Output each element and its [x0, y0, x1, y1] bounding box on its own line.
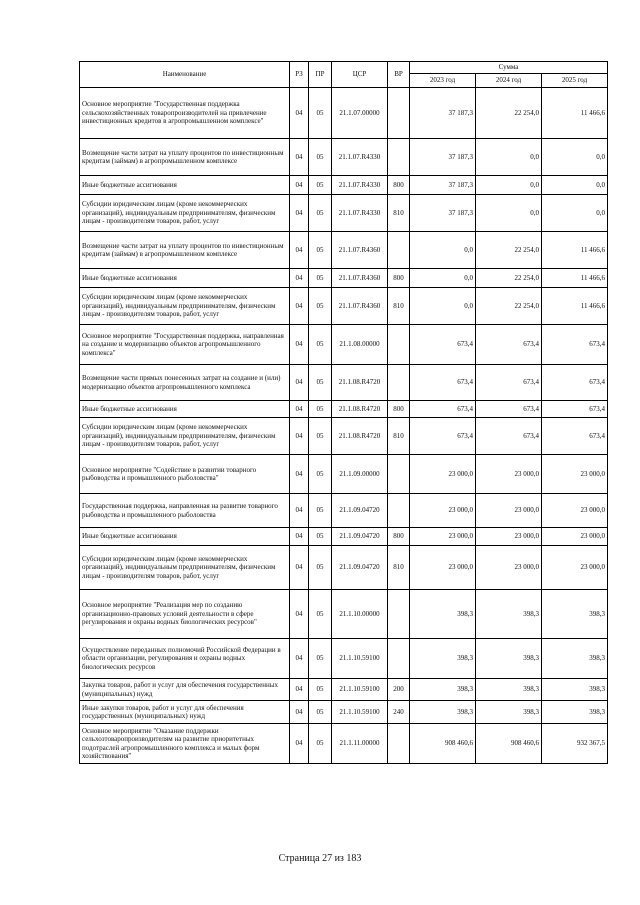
cell-vr: 800: [388, 176, 410, 195]
cell-2023: 0,0: [410, 269, 476, 288]
cell-2023: 398,3: [410, 679, 476, 701]
cell-csr: 21.1.09.00000: [332, 455, 388, 494]
cell-name: Иные закупки товаров, работ и услуг для обеспечения государственных (муниципальных) нужд: [80, 701, 290, 724]
cell-csr: 21.1.07.R4330: [332, 195, 388, 232]
cell-rz: 04: [290, 365, 309, 401]
cell-2024: 23 000,0: [476, 455, 542, 494]
cell-2024: 22 254,0: [476, 288, 542, 325]
cell-pr: 05: [309, 455, 332, 494]
cell-2025: 398,3: [542, 639, 608, 679]
cell-name: Закупка товаров, работ и услуг для обеспечения государственных (муниципальных) нужд: [80, 679, 290, 701]
cell-2025: 398,3: [542, 679, 608, 701]
cell-pr: 05: [309, 701, 332, 724]
table-row: [80, 639, 608, 679]
page-number: Страница 27 из 183: [278, 853, 362, 864]
cell-rz: 04: [290, 288, 309, 325]
header-year-2024: 2024 год: [476, 74, 542, 88]
cell-vr: 810: [388, 418, 410, 455]
cell-2024: 22 254,0: [476, 232, 542, 269]
cell-pr: 05: [309, 195, 332, 232]
cell-csr: 21.1.10.59100: [332, 679, 388, 701]
cell-2023: 23 000,0: [410, 546, 476, 590]
table-row: [80, 679, 608, 701]
cell-rz: 04: [290, 639, 309, 679]
cell-2023: 673,4: [410, 418, 476, 455]
cell-rz: 04: [290, 195, 309, 232]
table-row: [80, 401, 608, 418]
cell-2025: 398,3: [542, 701, 608, 724]
cell-csr: 21.1.07.R4330: [332, 176, 388, 195]
cell-csr: 21.1.07.00000: [332, 88, 388, 139]
table-row: [80, 528, 608, 546]
cell-csr: 21.1.07.R4330: [332, 139, 388, 176]
cell-2024: 398,3: [476, 639, 542, 679]
cell-rz: 04: [290, 88, 309, 139]
cell-csr: 21.1.07.R4360: [332, 288, 388, 325]
cell-csr: 21.1.08.R4720: [332, 401, 388, 418]
table-row: [80, 365, 608, 401]
cell-2025: 11 466,6: [542, 232, 608, 269]
header-pr: ПР: [309, 62, 332, 88]
cell-rz: 04: [290, 528, 309, 546]
cell-vr: 810: [388, 288, 410, 325]
cell-2023: 37 187,3: [410, 176, 476, 195]
cell-pr: 05: [309, 679, 332, 701]
cell-pr: 05: [309, 365, 332, 401]
cell-pr: 05: [309, 494, 332, 528]
cell-name: Иные бюджетные ассигнования: [80, 401, 290, 418]
cell-2024: 22 254,0: [476, 88, 542, 139]
cell-vr: 810: [388, 195, 410, 232]
table-row: [80, 176, 608, 195]
cell-2025: 23 000,0: [542, 455, 608, 494]
cell-vr: 800: [388, 269, 410, 288]
cell-2025: 0,0: [542, 195, 608, 232]
cell-2023: 0,0: [410, 232, 476, 269]
cell-name: Основное мероприятие "Оказание поддержки сельхозтоваропроизводителям на развитие приоритетных подотраслей агропромышленного комплекса и малых форм хозяйствования": [80, 724, 290, 764]
table-row: [80, 724, 608, 764]
cell-pr: 05: [309, 590, 332, 639]
cell-2025: 11 466,6: [542, 269, 608, 288]
header-year-2023: 2023 год: [410, 74, 476, 88]
cell-name: Возмещение части прямых понесенных затрат на создание и (или) модернизацию объектов агропромышленного комплекса: [80, 365, 290, 401]
cell-rz: 04: [290, 590, 309, 639]
cell-2023: 398,3: [410, 590, 476, 639]
cell-2024: 22 254,0: [476, 269, 542, 288]
cell-2023: 673,4: [410, 365, 476, 401]
table-row: [80, 88, 608, 139]
cell-2025: 23 000,0: [542, 546, 608, 590]
cell-2024: 398,3: [476, 679, 542, 701]
cell-vr: 800: [388, 528, 410, 546]
cell-name: Возмещение части затрат на уплату процентов по инвестиционным кредитам (займам) в агропромышленном комплексе: [80, 139, 290, 176]
cell-rz: 04: [290, 546, 309, 590]
cell-rz: 04: [290, 232, 309, 269]
cell-2023: 37 187,3: [410, 195, 476, 232]
cell-2025: 23 000,0: [542, 494, 608, 528]
cell-2025: 23 000,0: [542, 528, 608, 546]
cell-2023: 37 187,3: [410, 88, 476, 139]
cell-name: Иные бюджетные ассигнования: [80, 176, 290, 195]
cell-vr: 240: [388, 701, 410, 724]
cell-2025: 673,4: [542, 365, 608, 401]
cell-rz: 04: [290, 325, 309, 365]
cell-rz: 04: [290, 494, 309, 528]
cell-name: Иные бюджетные ассигнования: [80, 269, 290, 288]
cell-vr: [388, 88, 410, 139]
table-row: [80, 418, 608, 455]
table-body: [80, 88, 608, 764]
cell-rz: 04: [290, 139, 309, 176]
cell-rz: 04: [290, 176, 309, 195]
cell-2025: 0,0: [542, 176, 608, 195]
cell-vr: [388, 590, 410, 639]
cell-name: Субсидии юридическим лицам (кроме некоммерческих организаций), индивидуальным предпринимателям, физическим лицам - производителям товаров, работ, услуг: [80, 546, 290, 590]
cell-pr: 05: [309, 288, 332, 325]
cell-2024: 0,0: [476, 139, 542, 176]
cell-pr: 05: [309, 401, 332, 418]
cell-2025: 11 466,6: [542, 88, 608, 139]
cell-rz: 04: [290, 269, 309, 288]
cell-vr: 200: [388, 679, 410, 701]
table-row: [80, 590, 608, 639]
cell-csr: 21.1.07.R4360: [332, 232, 388, 269]
table-row: [80, 232, 608, 269]
header-year-2025: 2025 год: [542, 74, 608, 88]
cell-2023: 673,4: [410, 325, 476, 365]
cell-vr: [388, 724, 410, 764]
table-row: [80, 546, 608, 590]
cell-name: Государственная поддержка, направленная на развитие товарного рыбоводства и промышленного рыболовства: [80, 494, 290, 528]
cell-vr: [388, 365, 410, 401]
table-row: [80, 288, 608, 325]
cell-vr: [388, 325, 410, 365]
cell-pr: 05: [309, 269, 332, 288]
cell-2025: 0,0: [542, 139, 608, 176]
cell-pr: 05: [309, 232, 332, 269]
cell-2023: 0,0: [410, 288, 476, 325]
cell-2024: 673,4: [476, 365, 542, 401]
table-row: [80, 139, 608, 176]
cell-pr: 05: [309, 546, 332, 590]
cell-vr: [388, 639, 410, 679]
cell-pr: 05: [309, 528, 332, 546]
cell-2025: 673,4: [542, 325, 608, 365]
cell-csr: 21.1.08.00000: [332, 325, 388, 365]
header-sum: Сумма: [410, 62, 608, 74]
cell-vr: [388, 139, 410, 176]
cell-2024: 23 000,0: [476, 546, 542, 590]
cell-name: Основное мероприятие "Содействие в развитии товарного рыбоводства и промышленного рыболовства": [80, 455, 290, 494]
cell-pr: 05: [309, 724, 332, 764]
cell-name: Субсидии юридическим лицам (кроме некоммерческих организаций), индивидуальным предпринимателям, физическим лицам - производителям товаров, работ, услуг: [80, 418, 290, 455]
cell-2024: 0,0: [476, 176, 542, 195]
cell-name: Основное мероприятие "Государственная поддержка, направленная на создание и модернизацию объектов агропромышленного комплекса": [80, 325, 290, 365]
cell-2024: 673,4: [476, 401, 542, 418]
cell-2023: 23 000,0: [410, 528, 476, 546]
cell-pr: 05: [309, 418, 332, 455]
table-row: [80, 701, 608, 724]
cell-rz: 04: [290, 679, 309, 701]
cell-2023: 398,3: [410, 701, 476, 724]
cell-rz: 04: [290, 701, 309, 724]
table-row: [80, 494, 608, 528]
cell-2023: 23 000,0: [410, 455, 476, 494]
cell-2023: 37 187,3: [410, 139, 476, 176]
cell-csr: 21.1.09.04720: [332, 528, 388, 546]
header-rz: РЗ: [290, 62, 309, 88]
cell-csr: 21.1.08.R4720: [332, 365, 388, 401]
header-name: Наименование: [80, 62, 290, 88]
cell-name: Субсидии юридическим лицам (кроме некоммерческих организаций), индивидуальным предпринимателям, физическим лицам - производителям товаров, работ, услуг: [80, 195, 290, 232]
cell-csr: 21.1.10.59100: [332, 639, 388, 679]
cell-csr: 21.1.10.00000: [332, 590, 388, 639]
cell-rz: 04: [290, 418, 309, 455]
cell-2025: 11 466,6: [542, 288, 608, 325]
cell-2024: 23 000,0: [476, 494, 542, 528]
cell-2024: 23 000,0: [476, 528, 542, 546]
cell-csr: 21.1.09.04720: [332, 546, 388, 590]
budget-table: [79, 61, 608, 764]
table-row: [80, 195, 608, 232]
cell-2023: 23 000,0: [410, 494, 476, 528]
cell-csr: 21.1.11.00000: [332, 724, 388, 764]
cell-csr: 21.1.08.R4720: [332, 418, 388, 455]
cell-pr: 05: [309, 139, 332, 176]
cell-2024: 398,3: [476, 701, 542, 724]
table-row: [80, 325, 608, 365]
cell-2025: 932 367,5: [542, 724, 608, 764]
cell-name: Основное мероприятие "Реализация мер по созданию организационно-правовых условий деятельности в сфере регулирования и охраны водных биологических ресурсов": [80, 590, 290, 639]
cell-vr: [388, 494, 410, 528]
cell-2023: 908 460,6: [410, 724, 476, 764]
cell-rz: 04: [290, 455, 309, 494]
cell-2025: 673,4: [542, 401, 608, 418]
cell-name: Иные бюджетные ассигнования: [80, 528, 290, 546]
cell-2024: 908 460,6: [476, 724, 542, 764]
cell-name: Возмещение части затрат на уплату процентов по инвестиционным кредитам (займам) в агропромышленном комплексе: [80, 232, 290, 269]
cell-pr: 05: [309, 639, 332, 679]
cell-2023: 673,4: [410, 401, 476, 418]
cell-rz: 04: [290, 401, 309, 418]
cell-vr: [388, 232, 410, 269]
cell-2024: 398,3: [476, 590, 542, 639]
cell-vr: 800: [388, 401, 410, 418]
header-csr: ЦСР: [332, 62, 388, 88]
cell-csr: 21.1.10.59100: [332, 701, 388, 724]
cell-csr: 21.1.09.04720: [332, 494, 388, 528]
cell-name: Субсидии юридическим лицам (кроме некоммерческих организаций), индивидуальным предпринимателям, физическим лицам - производителям товаров, работ, услуг: [80, 288, 290, 325]
cell-vr: 810: [388, 546, 410, 590]
cell-name: Осуществление переданных полномочий Российской Федерации в области организации, регулирования и охраны водных биологических ресурсов: [80, 639, 290, 679]
table-row: [80, 269, 608, 288]
cell-pr: 05: [309, 88, 332, 139]
cell-2024: 673,4: [476, 325, 542, 365]
cell-pr: 05: [309, 325, 332, 365]
header-vr: ВР: [388, 62, 410, 88]
cell-csr: 21.1.07.R4360: [332, 269, 388, 288]
cell-2024: 0,0: [476, 195, 542, 232]
cell-2023: 398,3: [410, 639, 476, 679]
cell-vr: [388, 455, 410, 494]
cell-rz: 04: [290, 724, 309, 764]
cell-name: Основное мероприятие "Государственная поддержка сельскохозяйственных товаропроизводителей на привлечение инвестиционных кредитов в агропромышленном комплексе": [80, 88, 290, 139]
cell-pr: 05: [309, 176, 332, 195]
cell-2024: 673,4: [476, 418, 542, 455]
cell-2025: 673,4: [542, 418, 608, 455]
cell-2025: 398,3: [542, 590, 608, 639]
table-row: [80, 455, 608, 494]
